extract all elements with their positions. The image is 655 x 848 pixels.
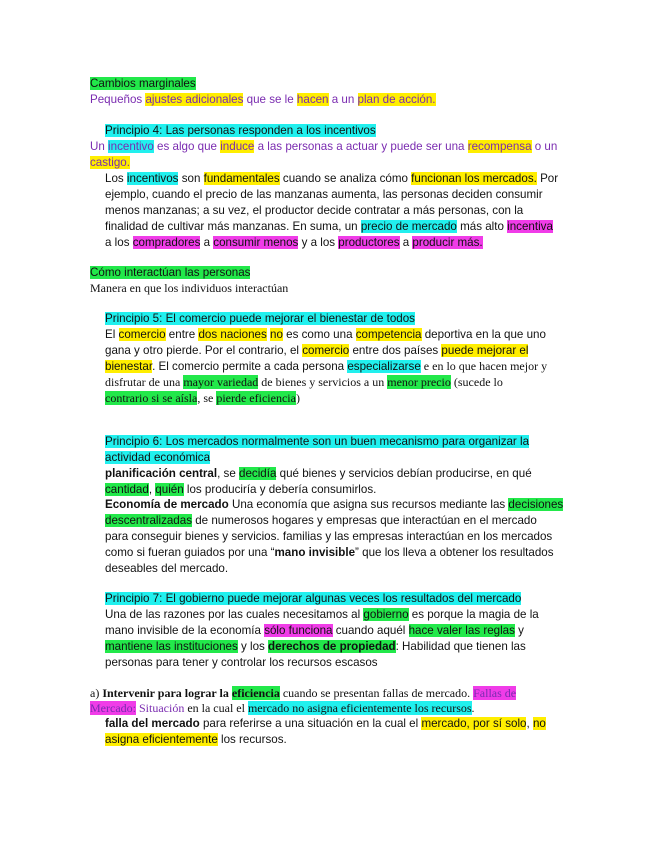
text-segment: mano invisible bbox=[274, 546, 356, 559]
text-segment: , bbox=[526, 717, 533, 730]
text-segment: más alto bbox=[456, 220, 508, 233]
paragraph-line bbox=[105, 732, 287, 748]
principle-7-title: Principio 7: El gobierno puede mejorar algunas veces los resultados del mercado bbox=[105, 592, 522, 605]
text-segment: Por bbox=[536, 172, 559, 185]
highlighted-text: mayor variedad bbox=[183, 375, 259, 389]
highlighted-text: plan de acción. bbox=[357, 93, 436, 106]
text-segment: a bbox=[200, 236, 214, 249]
highlighted-text: mercado, por sí solo bbox=[421, 717, 527, 730]
principle-6-title-line: Principio 6: Los mercados normalmente son un buen mecanismo para organizar la bbox=[105, 435, 530, 448]
cambios-definition bbox=[90, 92, 436, 108]
text-segment: El bbox=[105, 328, 119, 341]
text-segment: es como una bbox=[282, 328, 356, 341]
text-segment: Situación bbox=[135, 701, 185, 715]
paragraph-line bbox=[105, 623, 524, 639]
highlighted-text: productores bbox=[338, 236, 400, 249]
text-segment: qué bienes y servicios debían producirse, en qué bbox=[276, 467, 532, 480]
text-segment: disfrutar de una bbox=[105, 375, 184, 389]
highlighted-text: contrario si se aísla bbox=[105, 391, 198, 405]
paragraph-line bbox=[105, 203, 523, 219]
highlighted-text: bienestar bbox=[105, 360, 153, 373]
paragraph-line bbox=[105, 529, 552, 545]
highlighted-text: recompensa bbox=[467, 140, 532, 153]
highlighted-text: mantiene las instituciones bbox=[105, 640, 238, 653]
highlighted-text: fundamentales bbox=[203, 172, 280, 185]
text-segment: y bbox=[514, 624, 524, 637]
section-title-interaction: Cómo interactúan las personas bbox=[90, 266, 251, 279]
text-segment: a un bbox=[328, 93, 358, 106]
highlighted-text: incentivos bbox=[126, 172, 179, 185]
text-segment: mano invisible de la economía bbox=[105, 624, 265, 637]
paragraph-line bbox=[105, 171, 558, 187]
principle-4-definition-line bbox=[90, 155, 130, 171]
section-title-cambios: Cambios marginales bbox=[90, 77, 196, 90]
highlighted-text: incentivo bbox=[108, 140, 154, 153]
highlighted-text: menor precio bbox=[387, 375, 451, 389]
text-segment: gana y otro pierde. Por el contrario, el bbox=[105, 344, 303, 357]
text-segment: , bbox=[148, 483, 156, 496]
text-segment: personas para tener y controlar los recursos escasos bbox=[105, 656, 378, 669]
text-segment: e en lo que hacen mejor y bbox=[420, 359, 548, 373]
text-segment: ejemplo, cuando el precio de las manzanas aumenta, las personas deciden consumir bbox=[105, 188, 543, 201]
highlighted-text: ajustes adicionales bbox=[145, 93, 244, 106]
highlighted-text: pierde eficiencia bbox=[216, 391, 296, 405]
text-segment: ” que los lleva a obtener los resultados bbox=[355, 546, 554, 559]
highlighted-text: cantidad bbox=[105, 483, 149, 496]
paragraph-line bbox=[105, 219, 553, 235]
highlighted-text: derechos de propiedad bbox=[268, 640, 396, 653]
text-segment: , se bbox=[197, 391, 217, 405]
text-segment: . bbox=[471, 701, 475, 715]
paragraph-line bbox=[105, 466, 532, 482]
text-segment: cuando se analiza cómo bbox=[279, 172, 412, 185]
text-segment: de numerosos hogares y empresas que interactúan en el mercado bbox=[192, 514, 537, 527]
paragraph-line bbox=[105, 655, 378, 671]
principle-6-title-line: actividad económica bbox=[105, 451, 211, 464]
highlighted-text: dos naciones bbox=[198, 328, 267, 341]
highlighted-text: asigna eficientemente bbox=[105, 733, 218, 746]
highlighted-text: quién bbox=[155, 483, 184, 496]
text-segment: Intervenir para lograr la bbox=[102, 686, 232, 700]
text-segment: y a los bbox=[298, 236, 339, 249]
text-segment: a las personas a actuar y puede ser una bbox=[254, 140, 468, 153]
highlighted-text: puede mejorar el bbox=[441, 344, 529, 357]
text-segment: (sucede lo bbox=[450, 375, 503, 389]
text-segment: para conseguir bienes y servicios. familias y las empresas interactúan en los mercados bbox=[105, 530, 553, 543]
highlighted-text: hace valer las reglas bbox=[408, 624, 515, 637]
text-segment: entre dos países bbox=[349, 344, 442, 357]
highlighted-text: gobierno bbox=[363, 608, 409, 621]
text-segment: Pequeños bbox=[90, 93, 146, 106]
highlighted-text: sólo funciona bbox=[264, 624, 333, 637]
text-segment: a bbox=[399, 236, 413, 249]
text-segment: a los bbox=[105, 236, 133, 249]
text-segment: que se le bbox=[243, 93, 297, 106]
text-segment: , se bbox=[217, 467, 240, 480]
text-segment: Una de las razones por las cuales necesitamos al bbox=[105, 608, 364, 621]
paragraph-line bbox=[105, 545, 554, 561]
text-segment: como si fueran guiados por una “ bbox=[105, 546, 275, 559]
text-segment: es algo que bbox=[153, 140, 221, 153]
text-segment: . El comercio permite a cada persona bbox=[152, 360, 348, 373]
text-segment: Los bbox=[105, 172, 127, 185]
paragraph-line bbox=[105, 482, 376, 498]
principle-4-definition-line bbox=[90, 139, 557, 155]
highlighted-text: consumir menos bbox=[213, 236, 299, 249]
text-segment: de bienes y servicios a un bbox=[258, 375, 388, 389]
highlighted-text: decidía bbox=[239, 467, 277, 480]
paragraph-line bbox=[105, 716, 546, 732]
text-segment: Una economía que asigna sus recursos mediante las bbox=[228, 498, 509, 511]
highlighted-text: competencia bbox=[355, 328, 422, 341]
text-segment: o un bbox=[531, 140, 558, 153]
text-segment: los produciría y debería consumirlos. bbox=[183, 483, 377, 496]
text-segment: entre bbox=[165, 328, 199, 341]
highlighted-text: hacen bbox=[296, 93, 329, 106]
paragraph-line bbox=[105, 343, 528, 359]
text-segment: menos manzanas; a su vez, el productor decide contratar a más personas, con la bbox=[105, 204, 524, 217]
text-segment: los recursos. bbox=[217, 733, 287, 746]
text-segment: en la cual el bbox=[184, 701, 248, 715]
highlighted-text: producir más. bbox=[412, 236, 483, 249]
paragraph-line bbox=[105, 390, 300, 407]
highlighted-text: induce bbox=[220, 140, 255, 153]
highlighted-text: precio de mercado bbox=[360, 220, 457, 233]
principle-5-title: Principio 5: El comercio puede mejorar el bienestar de todos bbox=[105, 312, 415, 325]
highlighted-text: comercio bbox=[118, 328, 166, 341]
paragraph-line bbox=[105, 327, 546, 343]
text-segment: ) bbox=[295, 391, 300, 405]
item-a-line bbox=[90, 700, 475, 717]
interaction-definition: Manera en que los individuos interactúan bbox=[90, 281, 289, 295]
text-segment: Economía de mercado bbox=[105, 498, 229, 511]
text-segment: deportiva en la que uno bbox=[421, 328, 546, 341]
paragraph-line bbox=[105, 497, 563, 513]
paragraph-line bbox=[105, 607, 539, 623]
paragraph-line bbox=[105, 561, 228, 577]
text-segment: y los bbox=[237, 640, 269, 653]
highlighted-text: no bbox=[270, 328, 283, 341]
highlighted-text: especializarse bbox=[347, 360, 421, 373]
highlighted-text: Fallas de bbox=[473, 686, 517, 700]
paragraph-line bbox=[105, 235, 483, 251]
highlighted-text: incentiva bbox=[507, 220, 553, 233]
text-segment: para referirse a una situación en la cual el bbox=[199, 717, 422, 730]
text-segment: deseables del mercado. bbox=[105, 562, 229, 575]
text-segment: cuando se presentan fallas de mercado. bbox=[279, 686, 474, 700]
highlighted-text: eficiencia bbox=[231, 686, 280, 700]
highlighted-text: castigo. bbox=[90, 156, 130, 169]
highlighted-text: Mercado: bbox=[90, 701, 136, 715]
text-segment: falla del mercado bbox=[105, 717, 200, 730]
paragraph-line bbox=[105, 513, 537, 529]
highlighted-text: descentralizadas bbox=[105, 514, 193, 527]
highlighted-text: mercado no asigna eficientemente los recursos bbox=[247, 701, 472, 715]
highlighted-text: comercio bbox=[302, 344, 350, 357]
paragraph-line bbox=[105, 639, 526, 655]
highlighted-text: compradores bbox=[132, 236, 201, 249]
text-segment: a) bbox=[90, 686, 103, 700]
text-segment: : Habilidad que tienen las bbox=[395, 640, 526, 653]
text-segment: finalidad de cultivar más manzanas. En suma, un bbox=[105, 220, 361, 233]
text-segment: Un bbox=[90, 140, 109, 153]
paragraph-line bbox=[105, 374, 503, 391]
highlighted-text: no bbox=[532, 717, 546, 730]
text-segment: es porque la magia de la bbox=[408, 608, 539, 621]
paragraph-line bbox=[105, 358, 547, 375]
text-segment: cuando aquél bbox=[332, 624, 409, 637]
text-segment: son bbox=[178, 172, 204, 185]
paragraph-line bbox=[105, 187, 543, 203]
text-segment: planificación central bbox=[105, 467, 218, 480]
highlighted-text: decisiones bbox=[508, 498, 564, 511]
highlighted-text: funcionan los mercados. bbox=[411, 172, 537, 185]
principle-4-title: Principio 4: Las personas responden a los incentivos bbox=[105, 124, 376, 137]
